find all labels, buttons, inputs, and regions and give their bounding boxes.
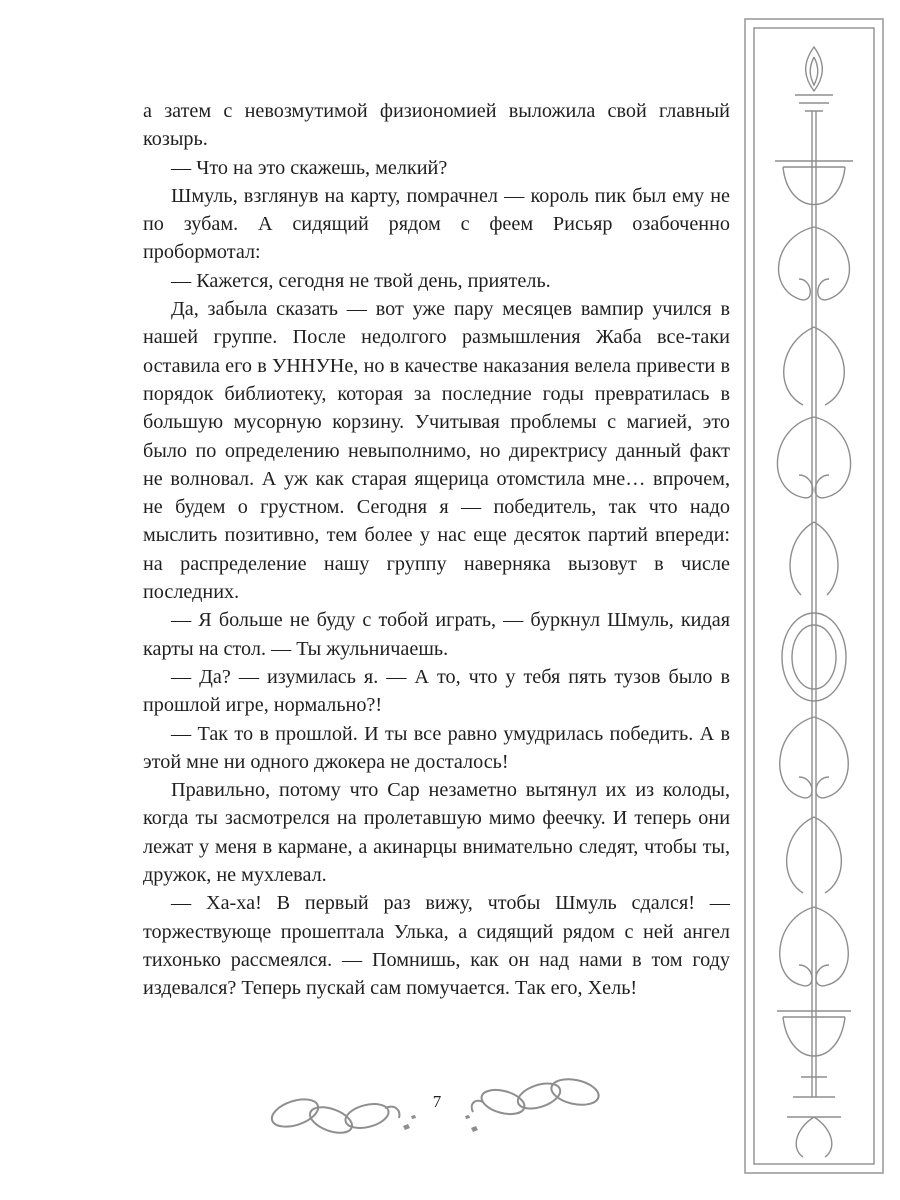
paragraph-10: — Ха-ха! В первый раз вижу, чтобы Шмуль сдался! — торжествующе прошептала Улька, а сидящий рядом с ней ангел тихонько рассмеялся. — Помнишь, как он над нами в том году издевался? Теперь пускай сам помучается. Так его, Хель!	[143, 892, 730, 1000]
page-body-text	[143, 97, 730, 1003]
paragraph-2: — Что на это скажешь, мелкий?	[171, 156, 448, 179]
paragraph-1: а затем с невозмутимой физиономией выложила свой главный козырь.	[143, 100, 730, 151]
paragraph-8: — Так то в прошлой. И ты все равно умудрилась победить. А в этой мне ни одного джокера не досталось!	[143, 722, 730, 773]
page-number: 7	[432, 1092, 442, 1111]
paragraph-4: — Кажется, сегодня не твой день, приятель.	[171, 269, 551, 292]
ornamental-border-vine-icon	[743, 17, 885, 1175]
paragraph-3: Шмуль, взглянув на карту, помрачнел — король пик был ему не по зубам. А сидящий рядом с феем Рисьяр озабоченно пробормотал:	[143, 184, 730, 264]
paragraph-7: — Да? — изумилась я. — А то, что у тебя пять тузов было в прошлой игре, нормально?!	[143, 665, 730, 717]
paragraph-6: — Я больше не буду с тобой играть, — буркнул Шмуль, кидая карты на стол. — Ты жульничаешь.	[143, 609, 730, 660]
paragraph-9: Правильно, потому что Сар незаметно вытянул их из колоды, когда ты засмотрелся на пролетавшую мимо феечку. И теперь они лежат у меня в кармане, а акинарцы внимательно следят, чтобы ты, дружок, не мухлевал.	[143, 779, 730, 887]
paragraph-5: Да, забыла сказать — вот уже пару месяцев вампир учился в нашей группе. После недолгого размышления Жаба все-таки оставила его в УННУНе, но в качестве наказания велела привести в порядок библиотеку, которая за последние годы превратилась в большую мусорную корзину. Учитывая проблемы с магией, это было по определению невыполнимо, но директрису данный факт не волновал. А уж как старая ящерица отомстила мне… впрочем, не будем о грустном. Сегодня я — победитель, так что надо мыслить позитивно, тем более у нас еще десяток партий впереди: на распределение нашу группу наверняка вызовут в числе последних.	[143, 298, 730, 604]
